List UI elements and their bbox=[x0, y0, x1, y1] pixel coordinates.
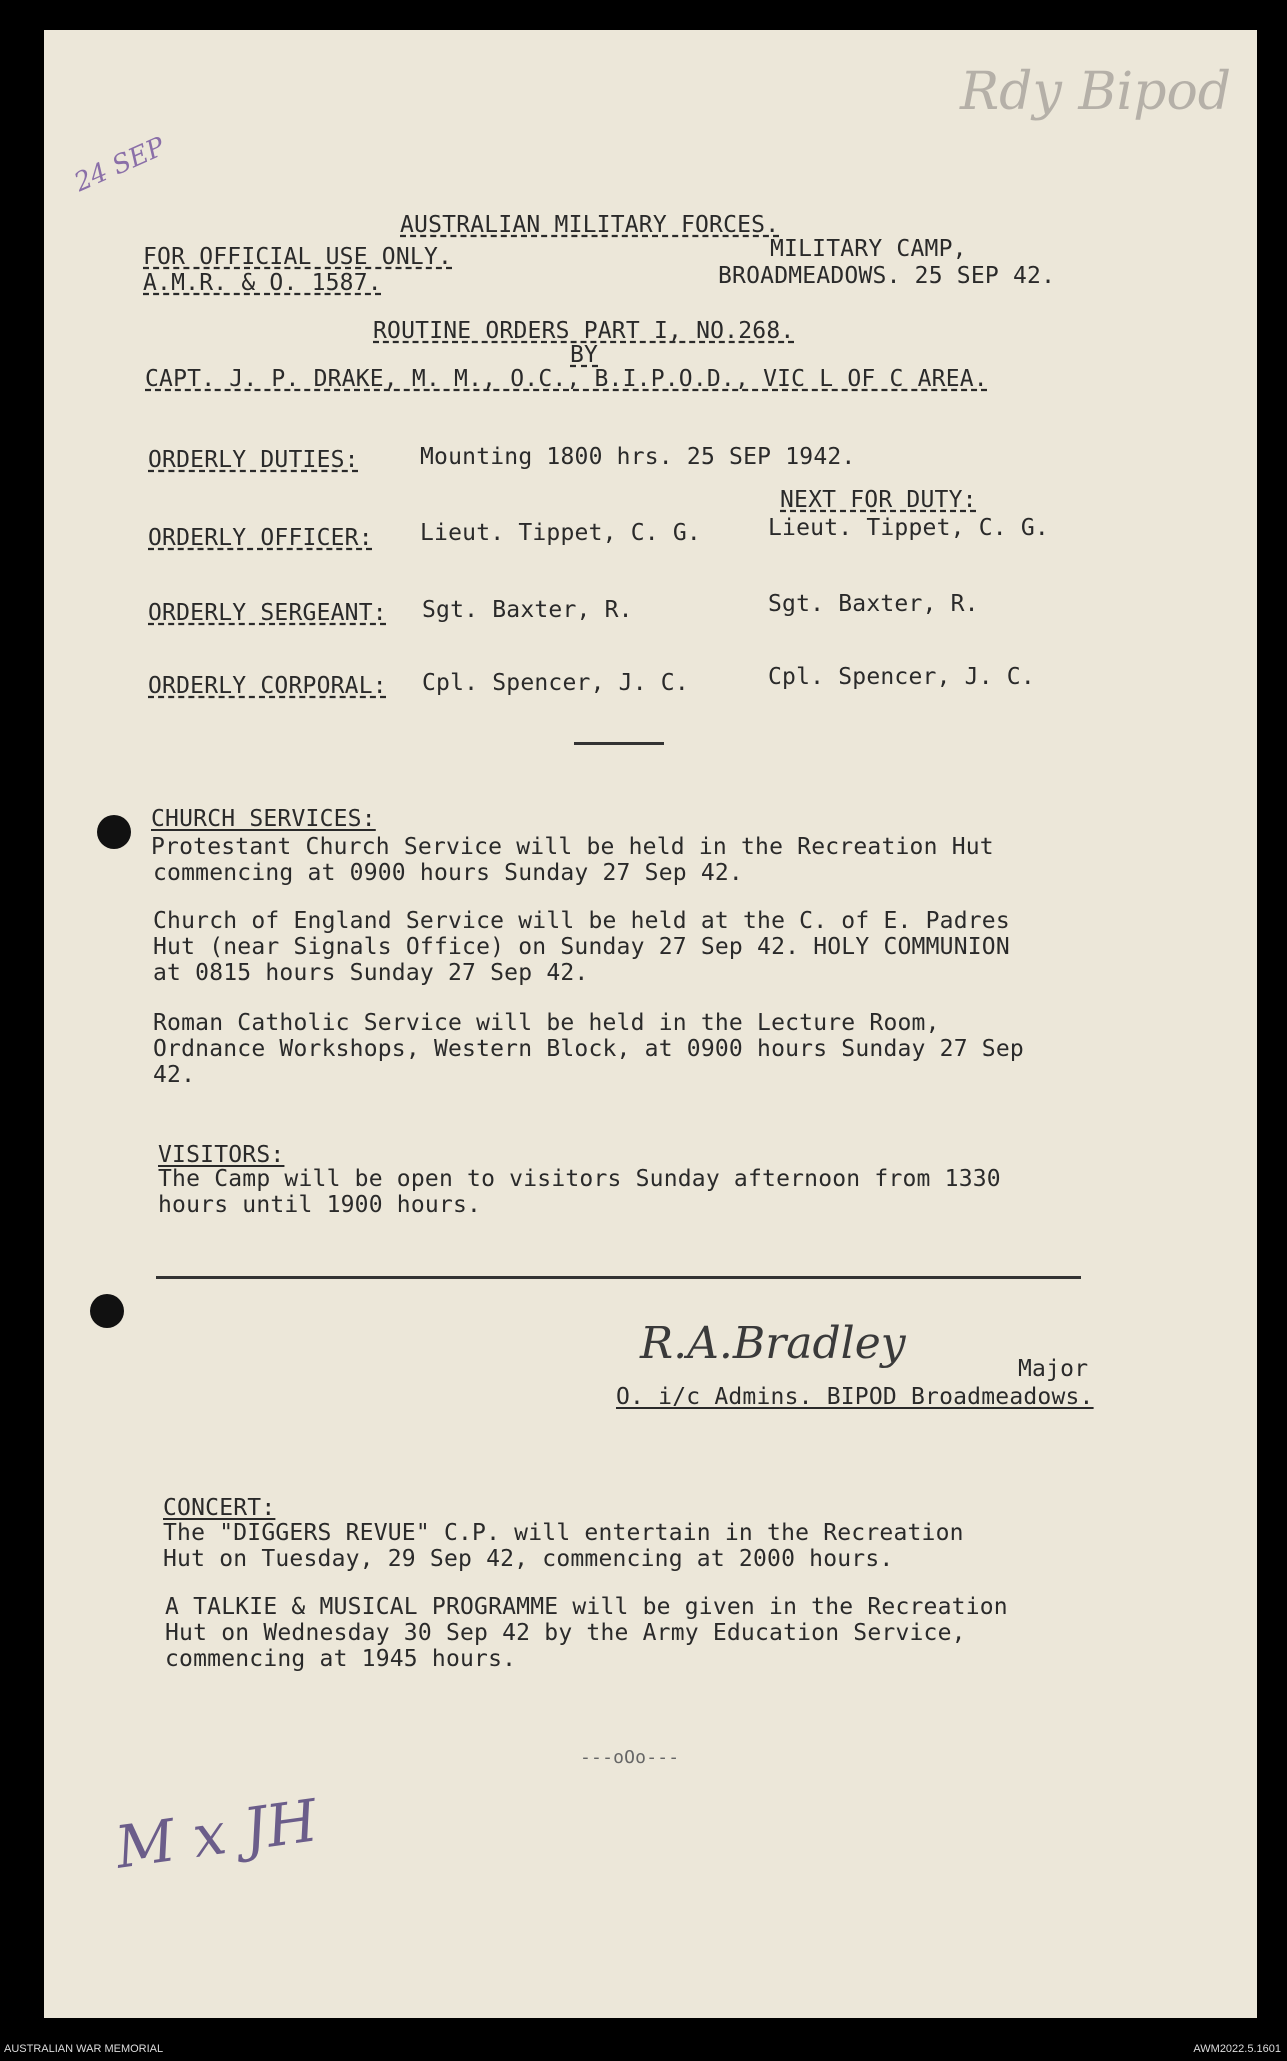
church-line: Protestant Church Service will be held in the Recreation Hut bbox=[151, 834, 994, 860]
orderly-corporal-label: ORDERLY CORPORAL: bbox=[148, 673, 387, 699]
orderly-officer-label: ORDERLY OFFICER: bbox=[148, 525, 373, 551]
church-line: Church of England Service will be held at the C. of E. Padres bbox=[153, 908, 1010, 934]
church-line: commencing at 0900 hours Sunday 27 Sep 42. bbox=[153, 860, 743, 886]
visitors-line: hours until 1900 hours. bbox=[158, 1192, 482, 1218]
orderly-sergeant-current: Sgt. Baxter, R. bbox=[422, 597, 633, 623]
location-date: BROADMEADOWS. 25 SEP 42. bbox=[718, 263, 1056, 289]
orderly-sergeant-label: ORDERLY SERGEANT: bbox=[148, 600, 387, 626]
concert-line: A TALKIE & MUSICAL PROGRAMME will be given in the Recreation bbox=[165, 1594, 1008, 1620]
forces-title: AUSTRALIAN MILITARY FORCES. bbox=[400, 212, 780, 238]
handwritten-note: Rdy Bipod bbox=[960, 62, 1232, 122]
church-line: at 0815 hours Sunday 27 Sep 42. bbox=[153, 960, 589, 986]
end-mark: ---oOo--- bbox=[580, 1747, 680, 1768]
orderly-officer-current: Lieut. Tippet, C. G. bbox=[420, 520, 701, 546]
orderly-corporal-current: Cpl. Spencer, J. C. bbox=[422, 670, 689, 696]
orderly-duties-label: ORDERLY DUTIES: bbox=[148, 447, 359, 473]
visitors-line: The Camp will be open to visitors Sunday afternoon from 1330 bbox=[158, 1166, 1001, 1192]
handwritten-initials: M x JH bbox=[111, 1786, 322, 1882]
footer-reference: AWM2022.5.1601 bbox=[1193, 2043, 1281, 2055]
concert-line: Hut on Tuesday, 29 Sep 42, commencing at 2000 hours. bbox=[163, 1546, 894, 1572]
orders-title: ROUTINE ORDERS PART I, NO.268. bbox=[373, 318, 795, 344]
signatory-position: O. i/c Admins. BIPOD Broadmeadows. bbox=[616, 1384, 1094, 1410]
section-divider-long bbox=[156, 1276, 1081, 1279]
received-stamp: 24 SEP bbox=[70, 131, 170, 199]
punch-hole-top bbox=[97, 815, 131, 849]
church-line: Roman Catholic Service will be held in the Lecture Room, bbox=[153, 1010, 940, 1036]
next-for-duty-label: NEXT FOR DUTY: bbox=[780, 487, 977, 513]
church-services-heading: CHURCH SERVICES: bbox=[151, 806, 376, 832]
authority-line: CAPT. J. P. DRAKE, M. M., O.C., B.I.P.O.D., VIC L OF C AREA. bbox=[145, 366, 988, 392]
visitors-heading: VISITORS: bbox=[158, 1142, 285, 1168]
church-line: Ordnance Workshops, Western Block, at 0900 hours Sunday 27 Sep bbox=[153, 1036, 1024, 1062]
orders-by: BY bbox=[570, 342, 599, 368]
signatory-rank: Major bbox=[1018, 1356, 1089, 1382]
signature: R.A.Bradley bbox=[640, 1318, 906, 1369]
church-line: 42. bbox=[153, 1062, 196, 1088]
camp-name: MILITARY CAMP, bbox=[770, 236, 967, 262]
orderly-corporal-next: Cpl. Spencer, J. C. bbox=[768, 664, 1035, 690]
church-line: Hut (near Signals Office) on Sunday 27 Sep 42. HOLY COMMUNION bbox=[153, 934, 1010, 960]
section-divider-short bbox=[574, 742, 664, 745]
concert-line: Hut on Wednesday 30 Sep 42 by the Army Education Service, bbox=[165, 1620, 966, 1646]
concert-line: The "DIGGERS REVUE" C.P. will entertain in the Recreation bbox=[163, 1520, 964, 1546]
concert-heading: CONCERT: bbox=[163, 1495, 276, 1521]
orderly-sergeant-next: Sgt. Baxter, R. bbox=[768, 591, 979, 617]
orderly-officer-next: Lieut. Tippet, C. G. bbox=[768, 515, 1049, 541]
concert-line: commencing at 1945 hours. bbox=[165, 1646, 517, 1672]
footer-source: AUSTRALIAN WAR MEMORIAL bbox=[4, 2043, 164, 2055]
mounting-time: Mounting 1800 hrs. 25 SEP 1942. bbox=[420, 444, 856, 470]
amr-reference: A.M.R. & O. 1587. bbox=[143, 270, 382, 296]
punch-hole-bottom bbox=[90, 1294, 124, 1328]
official-use: FOR OFFICIAL USE ONLY. bbox=[143, 244, 453, 270]
